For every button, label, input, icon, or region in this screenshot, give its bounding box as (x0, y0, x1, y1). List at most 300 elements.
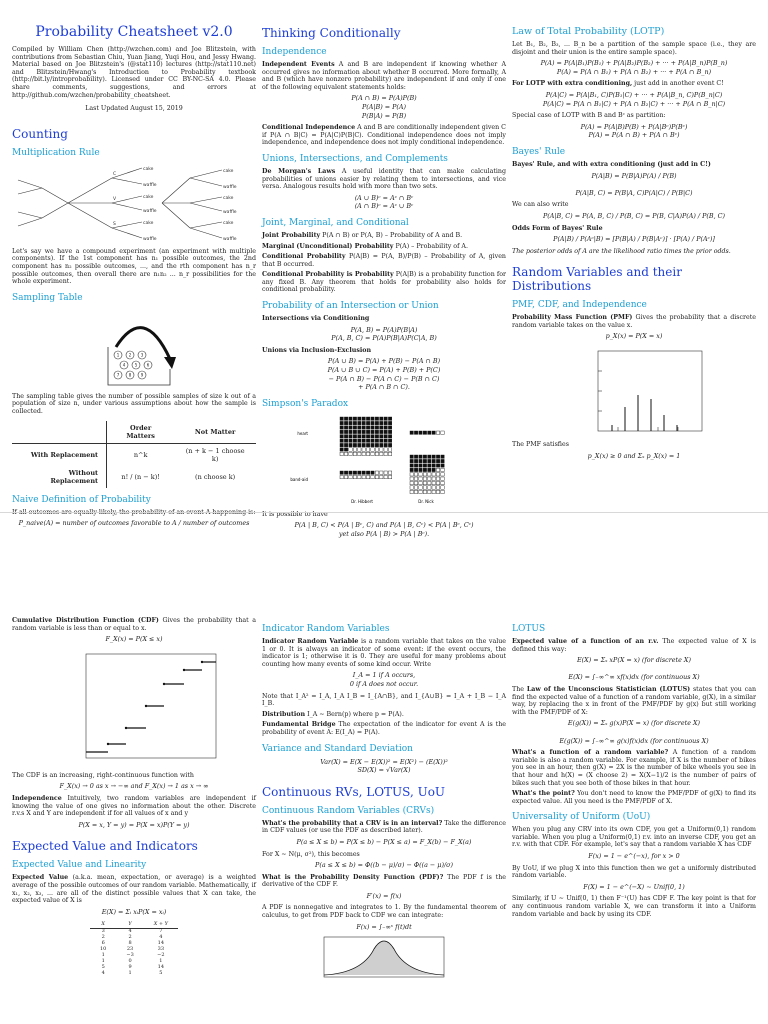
crv-interval-equation: P(a ≤ X ≤ b) = P(X ≤ b) − P(X ≤ a) = F_X(b) − F_X(a) (296, 837, 472, 846)
simpson-cell (388, 417, 391, 420)
simpson-cell (362, 426, 365, 429)
simpson-cell (340, 421, 343, 424)
ball-label: 7 (116, 372, 120, 378)
simpson-col-label: Dr. Nick (418, 498, 434, 504)
simpson-cell (375, 426, 378, 429)
simpson-cell (362, 452, 365, 455)
sampling-table (12, 421, 256, 488)
xy-cell: 0 (128, 957, 132, 964)
xy-cell: 7 (159, 928, 163, 935)
simpson-cell (375, 434, 378, 437)
tree-leaf-label: cake (143, 166, 154, 172)
simpson-cell (375, 448, 378, 451)
crv-interval-text: What's the probability that a CRV is in an interval? Take the difference in CDF values (or use the PDF as described later). (262, 819, 506, 835)
sampling-text: The sampling table gives the number of possible samples of size k out of a population of size n, under various assumptions about how the sample is collected. (12, 392, 256, 415)
uou-text-2: By UoU, if we plug X into this function then we get a uniformly distributed random variable. (512, 864, 756, 880)
lotp-special-text: Special case of LOTP with B and Bᶜ as partition: (512, 112, 666, 120)
simpson-cell (353, 421, 356, 424)
simpson-cell (428, 486, 431, 489)
simpson-cell (388, 421, 391, 424)
simpson-cell (414, 486, 417, 489)
simpson-cell (380, 443, 383, 446)
cond-indep-text: Conditional Independence A and B are conditionally independent given C if P(A ∩ B|C) = P(A|C)P(B|C). Conditional independence does not imply independence, and independence does not imply conditional independence. (262, 124, 507, 147)
indicator-note: Note that I_A² = I_A, I_A I_B = I_{A∩B}, and I_{A∪B} = I_A + I_B − I_A I_B. (262, 692, 506, 708)
simpson-cell (414, 468, 417, 471)
urn-diagram (12, 307, 256, 389)
simpson-cell (414, 455, 417, 458)
simpson-cell (371, 421, 374, 424)
simpson-cell (371, 448, 374, 451)
inter-equation: P(A, B) = P(A)P(B|A) P(A, B, C) = P(A)P(B|A)P(C|A, B) (331, 325, 437, 343)
column-2 (262, 10, 507, 538)
simpson-cell (362, 434, 365, 437)
simpson-cell (358, 421, 361, 424)
xy-cell: 5 (159, 969, 163, 976)
union-equation: P(A ∪ B) = P(A) + P(B) − P(A ∩ B) P(A ∪ B ∪ C) = P(A) + P(B) + P(C) − P(A ∩ B) − P(A ∩ C) − P(B ∩ C) + P(A ∩ B ∩ C). (327, 357, 441, 392)
pdf-integrate-equation: F(x) = ∫₋∞ˣ f(t)dt (356, 922, 412, 931)
simpson-cell (349, 439, 352, 442)
tree-root-label: S (113, 221, 116, 227)
ev-linearity-heading: Expected Value and Linearity (12, 860, 147, 871)
p2-column-1 (12, 617, 256, 1021)
simpson-cell (371, 439, 374, 442)
simpson-cell (366, 439, 369, 442)
simpson-cell (436, 464, 439, 467)
simpson-cell (340, 430, 343, 433)
simpson-cell (432, 431, 435, 434)
simpson-cell (380, 421, 383, 424)
simpson-cell (441, 459, 444, 462)
simpson-cell (384, 475, 387, 478)
simpson-cell (414, 477, 417, 480)
conditional-text: Conditional Probability P(A|B) = P(A, B)/P(B) – Probability of A, given that B occurred. (262, 253, 506, 268)
pdf-equation: F′(x) = f(x) (366, 891, 402, 900)
simpson-col-label: Dr. Hibbert (351, 498, 373, 504)
lotp-special-equation: P(A) = P(A|B)P(B) + P(A|Bᶜ)P(Bᶜ) P(A) = P(A ∩ B) + P(A ∩ Bᶜ) (580, 122, 688, 140)
simpson-cell (344, 439, 347, 442)
simpson-cell (388, 475, 391, 478)
simpson-cell (371, 452, 374, 455)
ball-label: 9 (140, 372, 144, 378)
simpson-cell (388, 426, 391, 429)
tree-diagram (12, 162, 256, 244)
lotus-law-equation: E(g(X)) = Σₓ g(x)P(X = x) (for discrete X) E(g(X)) = ∫₋∞^∞ g(x)f(x)dx (for continuous X) (559, 719, 709, 745)
simpson-cell (423, 486, 426, 489)
simpson-cell (358, 426, 361, 429)
point-text: What's the point? You don't need to know the PMF/PDF of g(X) to find its expected value. All you need is the PMF/PDF of X. (512, 790, 756, 805)
simpson-cell (410, 472, 413, 475)
tree-leaf-label: waffle (223, 184, 237, 190)
simpson-equation: P(A | B, C) < P(A | Bᶜ, C) and P(A | B, Cᶜ) < P(A | Bᶜ, Cᶜ) yet also P(A | B) > P(A | Bᶜ). (294, 521, 474, 538)
simpson-cell (353, 475, 356, 478)
xy-cell: 4 (159, 934, 163, 941)
function-rv-text: What's a function of a random variable? A function of a random variable is also a random variable. For example, if X is the number of bikes you see in an hour, then g(X) = 2X is the number of bike wheels you see in that hour and h(X) = (X choose 2) = X(X−1)/2 is the number of pairs of bikes such that you see both of those bikes in that hour. (512, 749, 757, 787)
simpson-cell (380, 448, 383, 451)
simpson-cell (428, 459, 431, 462)
simpson-cell (380, 471, 383, 474)
simpson-cell (441, 455, 444, 458)
simpson-cell (375, 443, 378, 446)
simpson-cell (428, 455, 431, 458)
simpson-cell (349, 471, 352, 474)
indicator-text: Indicator Random Variable is a random variable that takes on the value 1 or 0. It is always an indicator of some event: if the event occurs, the indicator is 1; otherwise it is 0. They are useful for many problems about counting how many events of some kind occur. Write (262, 638, 507, 668)
simpson-cell (358, 417, 361, 420)
simpson-cell (375, 452, 378, 455)
simpson-cell (349, 475, 352, 478)
simpson-cell (353, 471, 356, 474)
xy-cell: 5 (101, 963, 105, 970)
table-row (12, 443, 256, 466)
simpson-cell (414, 490, 417, 493)
tree-leaf-label: cake (143, 194, 154, 200)
simpson-cell (428, 472, 431, 475)
simpson-cell (384, 434, 387, 437)
tree-leaf-label: cake (223, 220, 234, 226)
last-updated: Last Updated August 15, 2019 (85, 105, 183, 113)
simpson-cell (384, 452, 387, 455)
naive-text: If all outcomes are equally likely, the probability of an event A happening is: (12, 508, 256, 516)
simpson-cell (388, 434, 391, 437)
simpson-cell (419, 468, 422, 471)
uou-text: When you plug any CRV into its own CDF, you get a Uniform(0,1) random variable. When you plug a Uniform(0,1) r.v. into an inverse CDF, you get an r.v. with that CDF. For example, let's say that a random variable X has CDF (512, 826, 756, 849)
simpson-cell (366, 452, 369, 455)
tree-leaf-label: waffle (143, 182, 157, 188)
intersection-heading: Probability of an Intersection or Union (262, 301, 439, 312)
simpson-cell (410, 481, 413, 484)
condprob-text: Conditional Probability is Probability P(A|B) is a probability function for any fixed B. Any theorem that holds for probability also holds for conditional probability. (262, 271, 506, 294)
simpson-cell (362, 443, 365, 446)
independence-rv-text: Independence Intuitively, two random variables are independent if knowing the value of one gives no information about the other. Discrete r.v.s X and Y are independent if for all values of x and y (12, 794, 256, 818)
cdf-increasing-text: The CDF is an increasing, right-continuous function with (12, 771, 194, 779)
simpson-cell (414, 472, 417, 475)
rv-heading: Random Variables and their Distributions (512, 265, 682, 294)
simpson-cell (353, 426, 356, 429)
simpson-cell (428, 477, 431, 480)
simpson-cell (436, 481, 439, 484)
ball-label: 4 (122, 362, 126, 368)
xy-row (90, 971, 178, 977)
simpson-cell (371, 417, 374, 420)
table-row-label: With Replacement (12, 443, 107, 466)
simpson-cell (349, 417, 352, 420)
simpson-cell (432, 477, 435, 480)
independence-equation: P(A ∩ B) = P(A)P(B) P(A|B) = P(A) P(B|A) = P(B) (351, 94, 417, 120)
simpson-cell (388, 452, 391, 455)
simpson-cell (344, 471, 347, 474)
simpson-cell (428, 490, 431, 493)
simpson-cell (410, 455, 413, 458)
simpson-cell (423, 455, 426, 458)
simpson-cell (353, 439, 356, 442)
simpson-cell (358, 475, 361, 478)
simpson-cell (366, 471, 369, 474)
xy-header: X (90, 920, 116, 929)
xy-cell: 9 (128, 963, 132, 970)
xy-cell: 10 (100, 946, 107, 953)
tree-leaf-label: waffle (143, 236, 157, 242)
simpson-cell (428, 468, 431, 471)
ball-label: 3 (140, 352, 144, 358)
tree-leaf-label: waffle (223, 236, 237, 242)
tree-root-label: C (113, 171, 117, 177)
tree-leaf-label: waffle (143, 208, 157, 214)
indicator-equation: I_A = 1 if A occurs, 0 if A does not occur. (349, 671, 419, 688)
bayes-subheading: Bayes' Rule, and with extra conditioning (just add in C!) (512, 160, 711, 168)
xy-cell: 14 (157, 963, 165, 970)
pdf-integrate-text: A PDF is nonnegative and integrates to 1. By the fundamental theorem of calculus, to get from PDF back to CDF we can integrate: (262, 904, 506, 920)
simpson-row-label: heart (297, 430, 308, 436)
simpson-cell (419, 464, 422, 467)
column-1 (12, 10, 256, 528)
unions-heading: Unions, Intersections, and Complements (262, 153, 448, 164)
simpson-cell (384, 426, 387, 429)
bayes-also-text: We can also write (512, 201, 569, 209)
simpson-cell (384, 471, 387, 474)
simpson-cell (344, 475, 347, 478)
simpson-cell (340, 434, 343, 437)
simpson-cell (380, 434, 383, 437)
simpson-cell (436, 431, 439, 434)
simpson-cell (344, 443, 347, 446)
simpson-cell (340, 417, 343, 420)
ball-label: 5 (134, 362, 138, 368)
simpson-cell (414, 481, 417, 484)
xy-header: Y (116, 920, 143, 929)
xy-cell: 2 (101, 934, 105, 941)
simpson-cell (384, 439, 387, 442)
simpson-cell (344, 417, 347, 420)
simpson-cell (340, 426, 343, 429)
table-cell: n! / (n − k)! (121, 472, 160, 481)
page-2 (0, 512, 768, 1024)
sampling-table-heading: Sampling Table (12, 292, 83, 303)
simpson-cell (349, 448, 352, 451)
counting-heading: Counting (12, 126, 68, 141)
simpson-cell (432, 455, 435, 458)
simpson-cell (358, 439, 361, 442)
simpson-cell (432, 490, 435, 493)
simpson-cell (349, 426, 352, 429)
simpson-cell (366, 421, 369, 424)
simpson-cell (380, 430, 383, 433)
tree-leaf-label: cake (223, 195, 234, 201)
simpson-cell (428, 481, 431, 484)
simpson-cell (414, 464, 417, 467)
simpson-cell (419, 486, 422, 489)
crv-main-heading: Continuous RVs, LOTUS, UoU (262, 784, 446, 799)
pdf-text: What is the Probability Density Function (PDF)? The PDF f is the derivative of the CDF F. (262, 873, 506, 889)
ev-text: Expected Value (a.k.a. mean, expectation, or average) is a weighted average of the possible outcomes of our random variable. Mathematically, if x₁, x₂, x₃, ... are all of the distinct possible values that X can take, the expected value of X is (12, 874, 256, 905)
simpson-cell (432, 481, 435, 484)
lotp-equation: P(A) = P(A|B₁)P(B₁) + P(A|B₂)P(B₂) + ··· + P(A|B_n)P(B_n) P(A) = P(A ∩ B₁) + P(A ∩ B₂) + ··· + P(A ∩ B_n) (540, 59, 728, 76)
inter-subheading: Intersections via Conditioning (262, 315, 370, 323)
table-corner (12, 421, 107, 444)
simpson-cell (428, 431, 431, 434)
p2-column-2 (262, 617, 506, 1021)
joint-heading: Joint, Marginal, and Conditional (262, 217, 409, 228)
independence-text: Independent Events A and B are independent if knowing whether A occurred gives no information about whether B occurred. More formally, A and B (which have nonzero probability) are independent if and only if one of the following equivalent statements holds: (262, 61, 506, 91)
tree-leaf-label: cake (223, 168, 234, 174)
odds-subheading: Odds Form of Bayes' Rule (512, 224, 603, 232)
simpson-cell (410, 490, 413, 493)
xy-cell: 1 (101, 957, 105, 964)
xy-cell: 6 (101, 940, 105, 947)
simpson-cell (340, 443, 343, 446)
xy-cell: −2 (157, 951, 165, 958)
xy-cell: 33 (157, 946, 165, 953)
simpson-cell (371, 434, 374, 437)
mult-rule-heading: Multiplication Rule (12, 147, 100, 158)
xy-cell: 1 (101, 951, 105, 958)
ball-label: 8 (128, 372, 132, 378)
simpson-cell (344, 430, 347, 433)
simpson-cell (349, 443, 352, 446)
simpson-cell (362, 471, 365, 474)
xy-cell: 8 (128, 940, 132, 947)
lotus-equation: E(X) = Σₓ xP(X = x) (for discrete X) E(X) = ∫₋∞^∞ xf(x)dx (for continuous X) (568, 656, 700, 682)
simpson-cell (388, 443, 391, 446)
simpson-cell (432, 472, 435, 475)
simpson-cell (375, 417, 378, 420)
table-row (12, 466, 256, 488)
simpson-cell (349, 430, 352, 433)
column-3 (512, 10, 756, 510)
simpson-cell (380, 417, 383, 420)
simpson-cell (340, 439, 343, 442)
simpson-cell (358, 443, 361, 446)
page-title: Probability Cheatsheet v2.0 (35, 24, 233, 40)
bridge-text: Fundamental Bridge The expectation of the indicator for event A is the probability of event A: E(I_A) = P(A). (262, 721, 506, 736)
simpson-cell (432, 459, 435, 462)
simpson-cell (375, 430, 378, 433)
simpson-cell (436, 472, 439, 475)
simpson-cell (384, 430, 387, 433)
xy-cell: 4 (128, 928, 132, 935)
simpson-cell (340, 448, 343, 451)
simpson-cell (375, 421, 378, 424)
simpson-text: It is possible to have (262, 510, 328, 518)
simpson-cell (371, 426, 374, 429)
table-cell: (n choose k) (195, 472, 236, 481)
naive-heading: Naive Definition of Probability (12, 494, 151, 505)
xy-cell: 1 (159, 957, 163, 964)
naive-equation: P_naive(A) = number of outcomes favorable to A / number of outcomes (18, 519, 250, 528)
cdf-equation: F_X(x) = P(X ≤ x) (105, 635, 163, 644)
demorgan-text: De Morgan's Laws A useful identity that can make calculating probabilities of unions easier by relating them to intersections, and vice versa. Analogous results hold with more than two sets. (262, 167, 506, 191)
p2-column-3 (512, 617, 756, 1021)
simpson-cell (362, 430, 365, 433)
ball-label: 2 (128, 352, 132, 358)
pmf-equation: p_X(x) = P(X = x) (605, 332, 663, 341)
demorgan-equation: (A ∪ B)ᶜ = Aᶜ ∩ Bᶜ (A ∩ B)ᶜ = Aᶜ ∪ Bᶜ (354, 193, 414, 211)
simpson-cell (441, 472, 444, 475)
simpson-cell (362, 421, 365, 424)
simpson-cell (358, 471, 361, 474)
simpson-cell (358, 448, 361, 451)
simpson-cell (419, 459, 422, 462)
uou-equation: F(x) = 1 − e^(−x), for x > 0 (588, 852, 680, 861)
ev-equation: E(X) = Σᵢ xᵢP(X = xᵢ) (101, 907, 167, 916)
simpson-cell (410, 431, 413, 434)
simpson-cell (353, 443, 356, 446)
ball-label: 6 (146, 362, 150, 368)
xy-header: X + Y (144, 920, 178, 929)
simpson-cell (366, 448, 369, 451)
simpson-cell (344, 426, 347, 429)
simpson-cell (441, 486, 444, 489)
simpson-cell (410, 459, 413, 462)
bayes-heading: Bayes' Rule (512, 146, 566, 157)
simpson-cell (358, 430, 361, 433)
simpson-cell (436, 490, 439, 493)
simpson-cell (344, 421, 347, 424)
odds-text: The posterior odds of A are the likelihood ratio times the prior odds. (512, 247, 731, 255)
simpson-cell (340, 471, 343, 474)
cdf-limits-equation: F_X(x) → 0 as x → −∞ and F_X(x) → 1 as x → ∞ (59, 782, 209, 791)
xy-cell: 23 (126, 946, 134, 953)
crv-heading: Continuous Random Variables (CRVs) (262, 805, 435, 816)
tree-root-label: V (113, 196, 117, 202)
simpson-cell (388, 471, 391, 474)
simpson-cell (423, 481, 426, 484)
pmf-satisfies-text: The PMF satisfies (512, 441, 569, 449)
simpson-cell (423, 459, 426, 462)
simpson-cell (371, 475, 374, 478)
variance-equation: Var(X) = E(X − E(X))² = E(X²) − (E(X))² SD(X) = √Var(X) (320, 757, 448, 775)
simpson-cell (388, 448, 391, 451)
pmf-heading: PMF, CDF, and Independence (512, 300, 647, 311)
lotp-extra-equation: P(A|C) = P(A|B₁, C)P(B₁|C) + ··· + P(A|B_n, C)P(B_n|C) P(A|C) = P(A ∩ B₁|C) + P(A ∩ B₂|C) + ··· + P(A ∩ B_n|C) (542, 90, 726, 108)
simpson-cell (344, 452, 347, 455)
xy-cell: 2 (128, 934, 132, 941)
simpson-cell (349, 434, 352, 437)
simpson-cell (366, 417, 369, 420)
independence-heading: Independence (262, 47, 327, 57)
simpson-cell (362, 439, 365, 442)
simpson-cell (436, 468, 439, 471)
simpson-cell (419, 477, 422, 480)
simpson-cell (362, 448, 365, 451)
pdf-plot (262, 935, 506, 965)
uou-heading: Universality of Uniform (UoU) (512, 812, 651, 823)
simpson-cell (366, 434, 369, 437)
uou-text-3: Similarly, if U ∼ Unif(0, 1) then F⁻¹(U) has CDF F. The key point is that for any continuous random variable X, we can transform it into a Uniform random variable and back by using its CDF. (512, 895, 756, 918)
simpson-cell (380, 452, 383, 455)
cdf-text: Cumulative Distribution Function (CDF) Gives the probability that a random variable is less than or equal to x. (12, 617, 256, 632)
simpson-cell (436, 486, 439, 489)
tree-leaf-label: cake (143, 220, 154, 226)
simpson-heading: Simpson's Paradox (262, 398, 349, 409)
lotp-text: Let B₁, B₂, B₃, ... B_n be a partition of the sample space (i.e., they are disjoint and their union is the entire sample space). (512, 41, 756, 56)
union-subheading: Unions via Inclusion-Exclusion (262, 346, 372, 354)
simpson-cell (358, 452, 361, 455)
simpson-cell (353, 452, 356, 455)
tree-leaf-label: waffle (223, 209, 237, 215)
simpson-cell (414, 459, 417, 462)
ball-label: 1 (116, 352, 120, 358)
simpson-cell (436, 477, 439, 480)
simpson-cell (410, 486, 413, 489)
simpson-cell (384, 421, 387, 424)
simpson-cell (423, 431, 426, 434)
credits-text[interactable]: Compiled by William Chen (http://wzchen.com) and Joe Blitzstein, with contributions from Sebastian Chiu, Yuan Jiang, Yuqi Hou, and Jessy Hwang. Material based on Joe Blitzstein's (@stat110) lectures (http://stat110.net) and Blitzstein/Hwang's Introduction to Probability textbook (http://bit.ly/introprobability). Licensed under CC BY-NC-SA 4.0. Please share comments, suggestions, and errors at http://github.com/wzchen/probability_cheatsheet. (12, 46, 256, 99)
lotus-law-text: The Law of the Unconscious Statistician (LOTUS) states that you can find the expected value of a function of a random variable, g(X), in a similar way, by replacing the x in front of the PMF/PDF by g(x) but still working with the PMF/PDF of X: (512, 685, 757, 716)
pmf-text: Probability Mass Function (PMF) Gives the probability that a discrete random variable takes on the value x. (512, 314, 756, 329)
simpson-cell (340, 452, 343, 455)
simpson-cell (349, 421, 352, 424)
ev-heading: Expected Value and Indicators (12, 839, 198, 854)
simpson-cell (432, 468, 435, 471)
